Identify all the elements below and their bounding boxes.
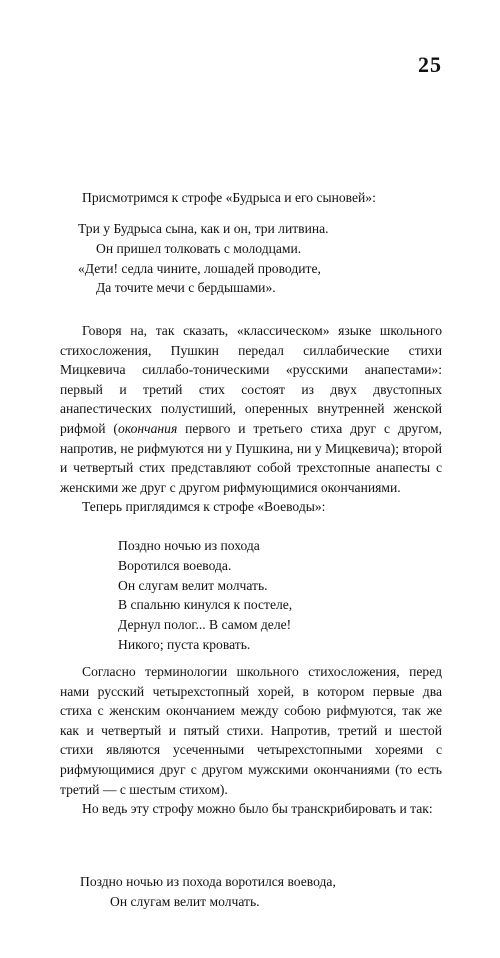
analysis-paragraph-2 [60, 662, 442, 819]
verse-line: Он пришел толковать с молодцами. [96, 240, 302, 256]
verse-line: Никого; пуста кровать. [118, 636, 251, 652]
verse-line: Три у Будрыса сына, как и он, три литвина. [78, 221, 329, 236]
paragraph-part: первого и третьего стиха друг с другом, напротив, не рифмуются ни у Пушкина, ни у Мицкевича); второй и четвертый стих представляют собой трехстопные анапесты с женскими же друг с другом рифмующимися окончаниями. [60, 420, 442, 495]
paragraph-text: Согласно терминологии школьного стихосложения, перед нами русский четырехстопный хорей, в котором первые два стиха с женским окончанием между собою рифмуются, так же как и четвертый и пятый стихи. Напротив, третий и шестой стихи являются усеченными четырехстопными хореями с рифмующимися друг с другом мужскими окончаниями (то есть третий — с шестым стихом). [60, 664, 442, 797]
verse-line: Поздно ночью из похода [118, 538, 260, 553]
verse-line: Он слугам велит молчать. [118, 577, 268, 593]
verse-line: Да точите мечи с бердышами». [96, 280, 276, 296]
verse-voevoda [118, 536, 292, 655]
intro-paragraph [60, 188, 442, 208]
page-number: 25 [418, 52, 442, 77]
intro-text: Присмотримся к строфе «Будрыса и его сыновей»: [82, 190, 376, 205]
verse-line: Воротился воевода. [118, 557, 232, 573]
verse-budrys [78, 219, 329, 298]
verse-line: «Дети! седла чините, лошадей проводите, [78, 260, 321, 276]
verse-line: Дернул полог... В самом деле! [118, 617, 292, 633]
verse-line: Поздно ночью из похода воротился воевода, [80, 874, 336, 889]
paragraph-text: Теперь приглядимся к строфе «Воеводы»: [82, 499, 326, 515]
verse-transcription [80, 872, 336, 912]
verse-line: В спальню кинулся к постеле, [118, 597, 293, 613]
paragraph-text [60, 321, 442, 497]
paragraph-part: Говоря на, так сказать, «классическом» языке школьного стихосложения, Пушкин передал силлабические стихи Мицкевича силлабо-тоническими «русскими анапестами»: первый и третий стих состоят из двух двустопных анапестических полустиший, оперенных внутренней женской рифмой ( [60, 323, 442, 436]
italic-term: окончания [117, 420, 178, 436]
verse-line: Он слугам велит молчать. [110, 893, 260, 909]
paragraph-text: Но ведь эту строфу можно было бы транскрибировать и так: [82, 801, 433, 817]
analysis-paragraph-1 [60, 321, 442, 517]
